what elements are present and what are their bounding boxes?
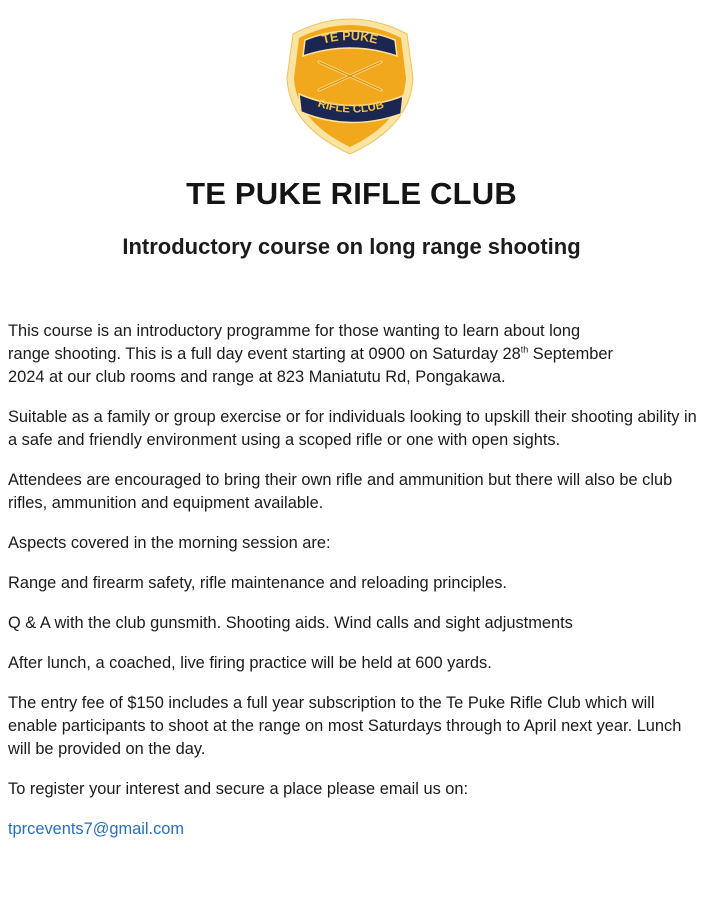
safety-topic: Range and firearm safety, rifle maintenance and reloading principles. (8, 574, 507, 592)
club-logo (275, 8, 425, 158)
entry-fee-paragraph: The entry fee of $150 includes a full year subscription to the Te Puke Rifle Club which will enable participants to shoot at the range on most Saturdays through to April next year. Lunch will be provided on the day. (8, 694, 682, 758)
suitability-paragraph: Suitable as a family or group exercise or for individuals looking to upskill their shooting ability in a safe and friendly environment using a scoped rifle or one with open sights. (8, 408, 697, 449)
intro-line-1: This course is an introductory programme for those wanting to learn about long (8, 322, 581, 340)
contact-email-link[interactable]: tprcevents7@gmail.com (8, 820, 185, 838)
equipment-paragraph: Attendees are encouraged to bring their own rifle and ammunition but there will also be club rifles, ammunition and equipment available. (8, 471, 673, 512)
intro-paragraph (8, 320, 698, 389)
page-title: TE PUKE RIFLE CLUB (186, 176, 517, 211)
page-subtitle: Introductory course on long range shooting (122, 234, 581, 259)
course-description (8, 320, 698, 858)
logo-top-text: TE PUKE (320, 28, 380, 47)
afternoon-session-paragraph: After lunch, a coached, live firing practice will be held at 600 yards. (8, 654, 492, 672)
morning-session-heading: Aspects covered in the morning session are: (8, 534, 331, 552)
gunsmith-topic: Q & A with the club gunsmith. Shooting aids. Wind calls and sight adjustments (8, 614, 573, 632)
logo-bottom-text: RIFLE CLUB (316, 97, 386, 116)
intro-line-3: 2024 at our club rooms and range at 823 Maniatutu Rd, Pongakawa. (8, 368, 506, 386)
rifle-club-shield-emblem (275, 8, 425, 158)
date-ordinal-suffix: th (520, 344, 529, 355)
register-paragraph: To register your interest and secure a place please email us on: (8, 780, 469, 798)
intro-line-2: range shooting. This is a full day event starting at 0900 on Saturday 28th September (8, 344, 613, 363)
